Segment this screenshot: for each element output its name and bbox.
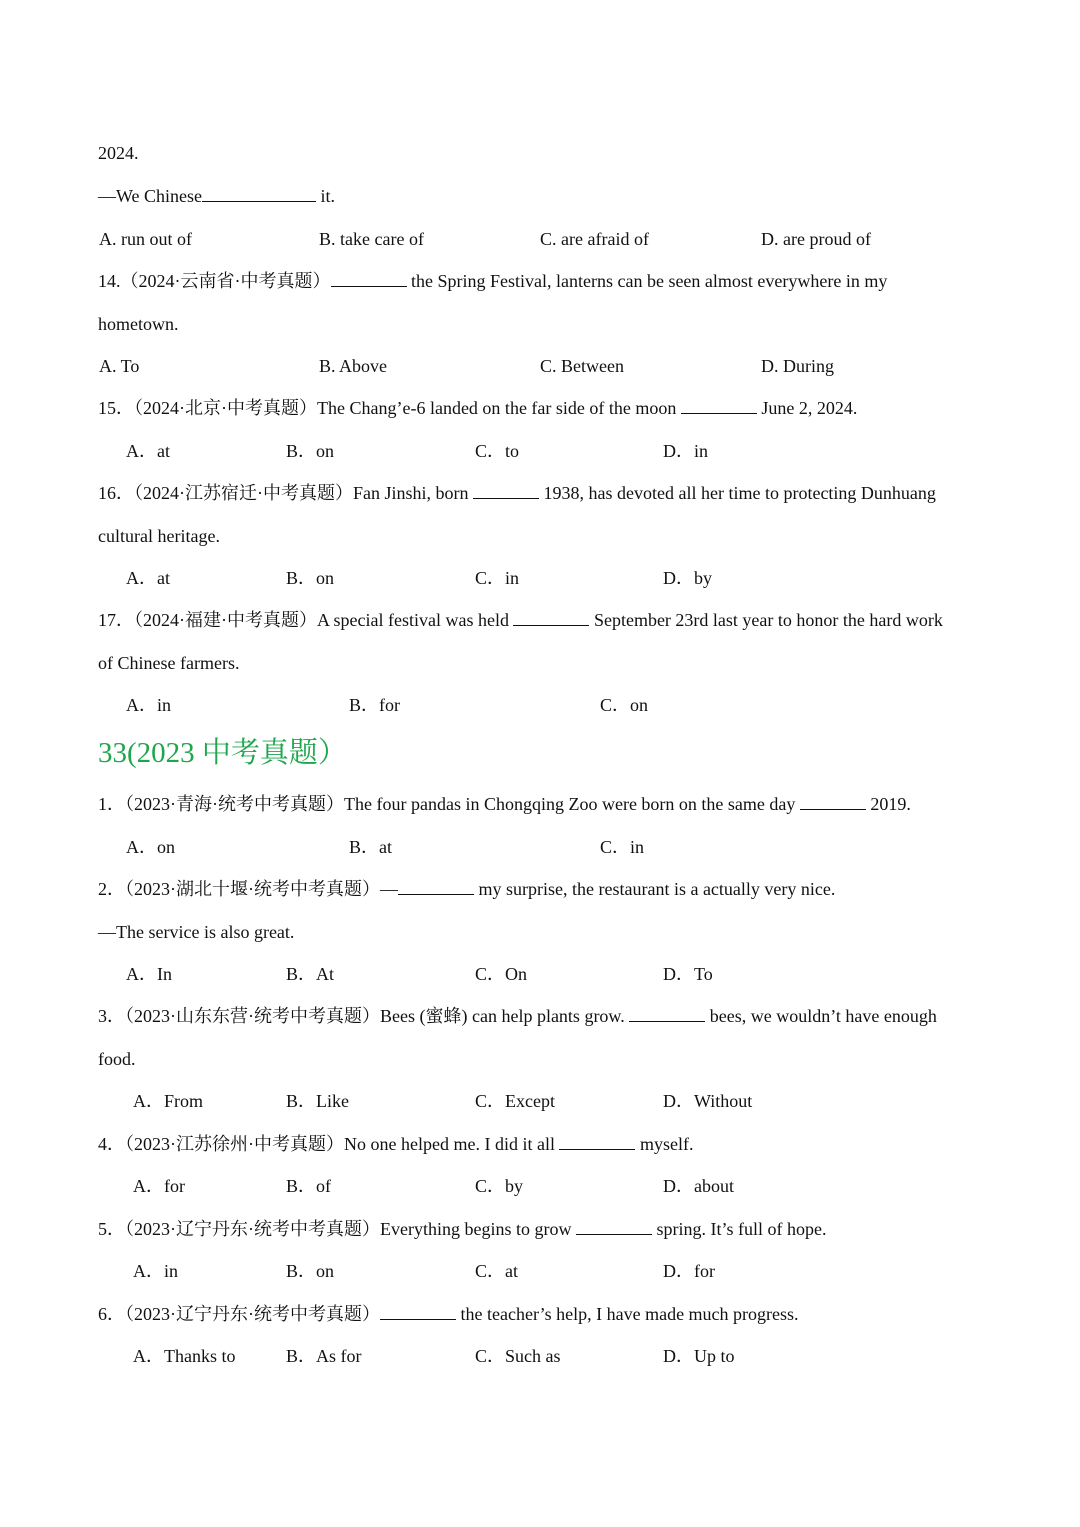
s6-option-d: D．Up to (663, 1346, 735, 1366)
s6-option-b: B．As for (286, 1346, 362, 1366)
s4-option-a: A．for (133, 1176, 185, 1196)
q14-stem-line2: hometown. (98, 314, 179, 334)
s1-option-b: B．at (349, 837, 392, 857)
s1-option-c: C．in (600, 837, 645, 857)
s5-text-before: Everything begins to grow (380, 1219, 576, 1239)
s5-option-d: D．for (663, 1261, 715, 1281)
s3-option-c: C．Except (475, 1091, 555, 1111)
s2-source: （2023·湖北十堰·统考中考真题） (125, 879, 380, 899)
s5-blank (576, 1218, 652, 1235)
s3-stem-line2: food. (98, 1049, 136, 1069)
s2-option-b: B．At (286, 964, 335, 984)
s4-source: （2023·江苏徐州·中考真题） (125, 1134, 344, 1154)
q16-source: （2024·江苏宿迁·中考真题） (134, 483, 353, 503)
s5-option-b: B．on (286, 1261, 335, 1281)
s2-stem (98, 877, 835, 901)
s4-stem (98, 1132, 693, 1156)
q13-answer-post: it. (316, 186, 336, 206)
q16-blank (473, 482, 539, 499)
q16-text-before: Fan Jinshi, born (353, 483, 474, 503)
q16-option-c: C．in (475, 568, 520, 588)
s5-source: （2023·辽宁丹东·统考中考真题） (125, 1219, 380, 1239)
s5-text-after: spring. It’s full of hope. (651, 1219, 827, 1239)
s3-number: 3． (98, 1006, 125, 1026)
s5-option-c: C．at (475, 1261, 518, 1281)
s3-option-a: A．From (133, 1091, 204, 1111)
q15-option-c: C．to (475, 441, 520, 461)
q17-number: 17． (98, 610, 134, 630)
s1-number: 1． (98, 794, 125, 814)
s4-number: 4． (98, 1134, 125, 1154)
s4-text-after: myself. (635, 1134, 694, 1154)
q13-option-b: B. take care of (319, 229, 424, 249)
s3-stem (98, 1004, 937, 1028)
q17-blank (513, 609, 589, 626)
s1-option-a: A．on (126, 837, 175, 857)
s1-text-after: 2019. (865, 794, 911, 814)
s2-option-c: C．On (475, 964, 528, 984)
s6-stem (98, 1302, 799, 1326)
q13-option-a: A. run out of (99, 229, 192, 249)
s5-number: 5． (98, 1219, 125, 1239)
s1-blank (800, 793, 866, 810)
q13-blank (202, 185, 316, 202)
q14-text: the Spring Festival, lanterns can be seen almost everywhere in my (406, 271, 888, 291)
q14-blank (331, 270, 407, 287)
s3-blank (629, 1005, 705, 1022)
s4-option-d: D．about (663, 1176, 734, 1196)
q16-stem-line2: cultural heritage. (98, 526, 220, 546)
s2-option-a: A．In (126, 964, 172, 984)
s6-option-c: C．Such as (475, 1346, 561, 1366)
s6-option-a: A．Thanks to (133, 1346, 236, 1366)
q15-text-after: June 2, 2024. (756, 398, 858, 418)
s2-option-d: D．To (663, 964, 713, 984)
q13-stem-tail: 2024. (98, 143, 139, 163)
q15-number: 15． (98, 398, 134, 418)
q14-stem (98, 269, 887, 293)
q14-option-b: B. Above (319, 356, 388, 376)
s4-text-before: No one helped me. I did it all (344, 1134, 560, 1154)
s4-option-c: C．by (475, 1176, 524, 1196)
q16-option-a: A．at (126, 568, 170, 588)
s3-option-b: B．Like (286, 1091, 349, 1111)
s3-source: （2023·山东东营·统考中考真题） (125, 1006, 380, 1026)
q16-stem (98, 481, 936, 505)
section-heading: 33(2023 中考真题） (98, 737, 347, 769)
q17-text-after: September 23rd last year to honor the hard work (589, 610, 943, 630)
q13-option-d: D. are proud of (761, 229, 871, 249)
s2-text-before: — (380, 879, 398, 899)
s2-number: 2． (98, 879, 125, 899)
q13-option-c: C. are afraid of (540, 229, 649, 249)
q15-option-a: A．at (126, 441, 170, 461)
s3-option-d: D．Without (663, 1091, 753, 1111)
q16-number: 16． (98, 483, 134, 503)
q15-stem (98, 396, 857, 420)
q15-blank (681, 397, 757, 414)
s3-text-after: bees, we wouldn’t have enough (705, 1006, 937, 1026)
s4-blank (559, 1133, 635, 1150)
q14-option-d: D. During (761, 356, 834, 376)
s2-stem-line2: —The service is also great. (98, 922, 295, 942)
s3-text-before: Bees (蜜蜂) can help plants grow. (380, 1006, 630, 1026)
q15-option-b: B．on (286, 441, 335, 461)
s6-number: 6． (98, 1304, 125, 1324)
s6-blank (380, 1303, 456, 1320)
q17-text-before: A special festival was held (317, 610, 514, 630)
q17-stem-line2: of Chinese farmers. (98, 653, 240, 673)
q15-text-before: The Chang’e-6 landed on the far side of the moon (317, 398, 681, 418)
q13-answer-line (98, 184, 335, 208)
q14-option-a: A. To (99, 356, 140, 376)
s2-blank (398, 878, 474, 895)
s1-stem (98, 792, 911, 816)
q16-text-after: 1938, has devoted all her time to protecting Dunhuang (539, 483, 936, 503)
q14-number: 14. (98, 271, 121, 291)
q16-option-d: D．by (663, 568, 712, 588)
s5-option-a: A．in (133, 1261, 178, 1281)
q15-source: （2024·北京·中考真题） (134, 398, 317, 418)
s2-text-after: my surprise, the restaurant is a actually very nice. (474, 879, 836, 899)
s6-source: （2023·辽宁丹东·统考中考真题） (125, 1304, 380, 1324)
q14-source: （2024·云南省·中考真题） (120, 271, 331, 291)
s4-option-b: B．of (286, 1176, 331, 1196)
q17-option-c: C．on (600, 695, 649, 715)
q17-option-b: B．for (349, 695, 400, 715)
q13-answer-pre: —We Chinese (98, 186, 203, 206)
q17-option-a: A．in (126, 695, 171, 715)
s1-text-before: The four pandas in Chongqing Zoo were born on the same day (344, 794, 800, 814)
s6-text-after: the teacher’s help, I have made much progress. (456, 1304, 799, 1324)
q16-option-b: B．on (286, 568, 335, 588)
s5-stem (98, 1217, 826, 1241)
s1-source: （2023·青海·统考中考真题） (125, 794, 344, 814)
q17-stem (98, 608, 943, 632)
q17-source: （2024·福建·中考真题） (134, 610, 317, 630)
q14-option-c: C. Between (540, 356, 624, 376)
q15-option-d: D．in (663, 441, 708, 461)
